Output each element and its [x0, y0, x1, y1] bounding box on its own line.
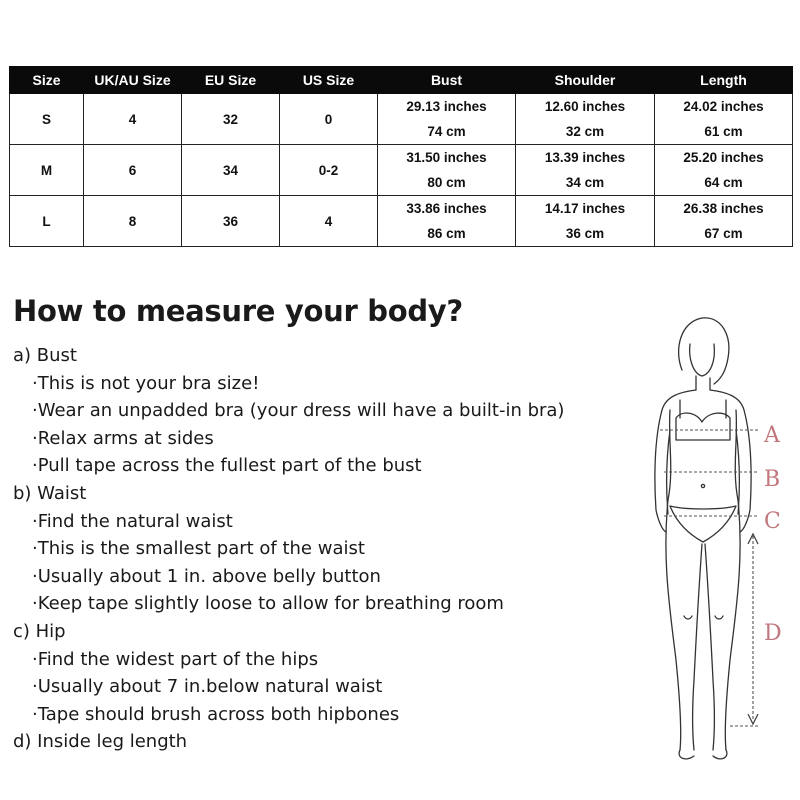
- shoulder-cm: 34 cm: [565, 175, 605, 190]
- size-chart-table: [9, 66, 793, 247]
- shoulder-cm: 32 cm: [565, 124, 605, 139]
- tip-item: ·Find the widest part of the hips: [32, 648, 319, 670]
- tip-item: ·Wear an unpadded bra (your dress will have a built-in bra): [32, 400, 565, 422]
- length-inches: 25.20 inches: [683, 150, 764, 165]
- bust-inches: 33.86 inches: [406, 201, 487, 216]
- right-leg-outer: [725, 500, 740, 750]
- underwear-outline: [670, 506, 736, 542]
- header-eu-size: EU Size: [182, 67, 280, 94]
- table-row: [10, 94, 793, 145]
- cell-length: [655, 145, 793, 196]
- tip-item: ·Usually about 1 in. above belly button: [32, 565, 381, 587]
- cell-shoulder: [516, 196, 655, 247]
- cell-us: 0-2: [280, 145, 378, 196]
- cell-length: [655, 94, 793, 145]
- cell-shoulder: [516, 145, 655, 196]
- cell-size: M: [10, 145, 84, 196]
- length-cm: 64 cm: [704, 175, 743, 190]
- navel: [701, 484, 704, 487]
- cell-bust: [378, 94, 516, 145]
- measurement-guide: [13, 342, 613, 756]
- cell-length: [655, 196, 793, 247]
- section-heading-hip: c) Hip: [13, 620, 66, 642]
- cell-uk-au: 4: [84, 94, 182, 145]
- bust-inches: 31.50 inches: [406, 150, 487, 165]
- section-heading-waist: b) Waist: [13, 482, 87, 504]
- body-outline-illustration: [610, 300, 800, 770]
- marker-d: D: [764, 621, 782, 646]
- shoulder-inches: 12.60 inches: [544, 99, 626, 114]
- shoulder-inches: 13.39 inches: [544, 150, 626, 165]
- left-leg-inner: [693, 544, 703, 750]
- section-heading-bust: a) Bust: [13, 345, 77, 366]
- shoulder-cm: 36 cm: [565, 226, 605, 241]
- bra-outline: [676, 413, 730, 440]
- shoulder-inches: 14.17 inches: [544, 201, 626, 216]
- bust-inches: 29.13 inches: [406, 99, 487, 114]
- cell-us: 0: [280, 94, 378, 145]
- length-cm: 67 cm: [704, 226, 743, 241]
- cell-bust: [378, 196, 516, 247]
- bra-straps: [680, 400, 726, 418]
- left-leg-outer: [666, 500, 681, 750]
- length-cm: 61 cm: [704, 124, 743, 139]
- table-header-row: [10, 67, 793, 94]
- length-inches: 24.02 inches: [683, 99, 764, 114]
- right-arm: [740, 410, 751, 532]
- face-outline: [690, 344, 715, 376]
- body-measurement-figure: [610, 300, 800, 770]
- cell-bust: [378, 145, 516, 196]
- tip-item: ·Find the natural waist: [32, 510, 233, 532]
- tip-item: ·Usually about 7 in.below natural waist: [32, 676, 383, 698]
- left-foot: [679, 750, 694, 759]
- marker-c: C: [764, 509, 781, 534]
- tip-item: ·This is the smallest part of the waist: [32, 538, 365, 560]
- header-size: Size: [10, 67, 84, 94]
- left-knee: [684, 616, 692, 619]
- table-row: [10, 196, 793, 247]
- cell-size: L: [10, 196, 84, 247]
- left-torso: [668, 410, 671, 500]
- neck-outline: [696, 376, 710, 390]
- marker-a: A: [764, 423, 780, 448]
- cell-eu: 34: [182, 145, 280, 196]
- cell-uk-au: 8: [84, 196, 182, 247]
- right-shoulder: [710, 390, 744, 410]
- marker-b: B: [764, 467, 781, 492]
- bust-cm: 74 cm: [427, 124, 466, 139]
- tip-item: ·Tape should brush across both hipbones: [32, 703, 400, 725]
- header-bust: Bust: [378, 67, 516, 94]
- header-uk-au-size: UK/AU Size: [84, 67, 182, 94]
- left-shoulder: [662, 390, 696, 410]
- table-row: [10, 145, 793, 196]
- cell-shoulder: [516, 94, 655, 145]
- cell-uk-au: 6: [84, 145, 182, 196]
- right-knee: [715, 616, 723, 619]
- tip-item: ·Relax arms at sides: [32, 427, 214, 449]
- tip-item: ·This is not your bra size!: [32, 372, 260, 394]
- bust-cm: 80 cm: [427, 175, 466, 190]
- header-length: Length: [655, 67, 793, 94]
- cell-us: 4: [280, 196, 378, 247]
- cell-eu: 36: [182, 196, 280, 247]
- tip-item: ·Keep tape slightly loose to allow for breathing room: [32, 593, 504, 615]
- bust-cm: 86 cm: [427, 226, 466, 241]
- right-leg-inner: [705, 544, 715, 750]
- right-foot: [713, 750, 727, 759]
- right-torso: [735, 410, 738, 500]
- cell-eu: 32: [182, 94, 280, 145]
- tip-item: ·Pull tape across the fullest part of the bust: [32, 455, 422, 477]
- cell-size: S: [10, 94, 84, 145]
- section-heading-inside-leg: d) Inside leg length: [13, 731, 188, 753]
- hair-outline: [679, 318, 729, 384]
- left-arm: [655, 410, 666, 532]
- guide-title: How to measure your body?: [13, 294, 463, 328]
- header-us-size: US Size: [280, 67, 378, 94]
- length-inches: 26.38 inches: [683, 201, 764, 216]
- header-shoulder: Shoulder: [516, 67, 655, 94]
